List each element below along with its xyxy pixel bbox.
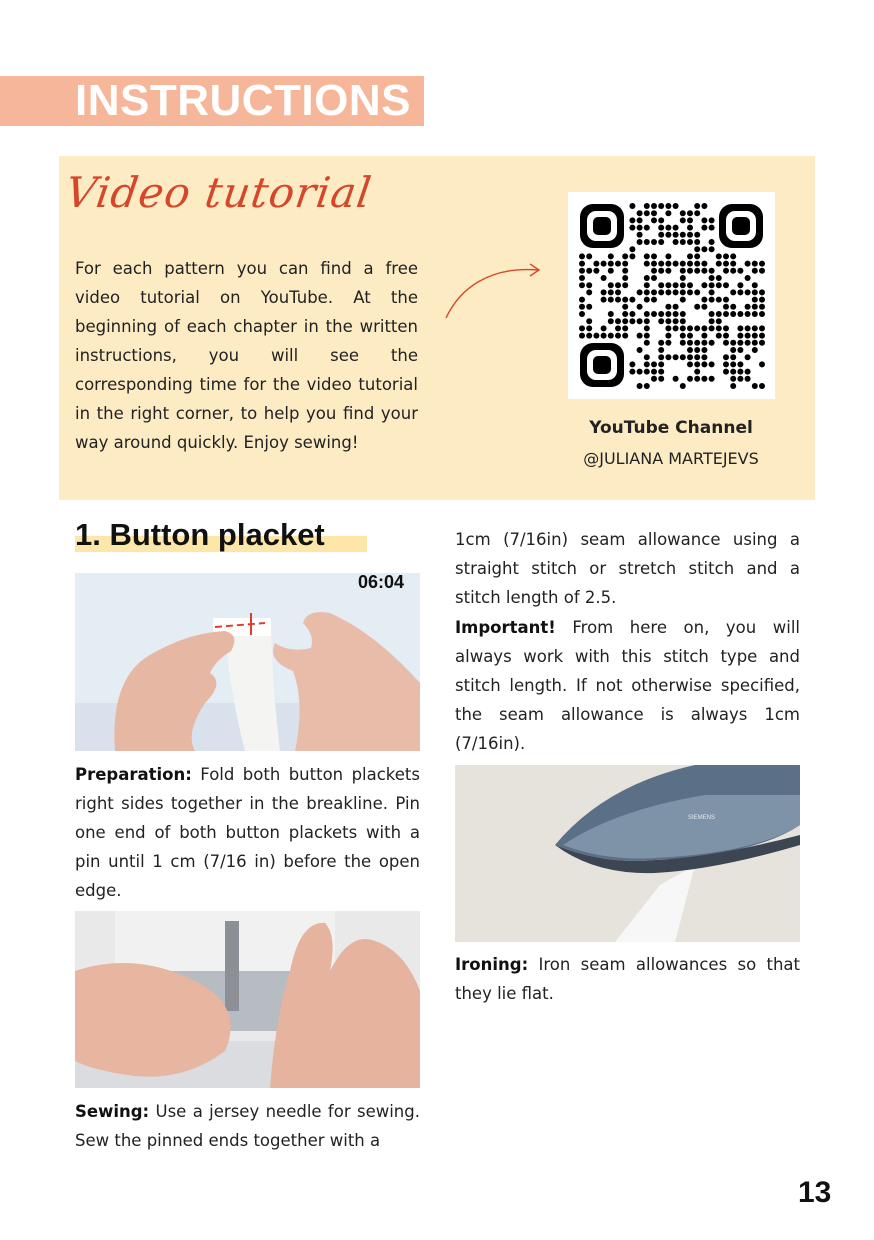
qr-code-image xyxy=(568,192,775,399)
iron-brand-label: SIEMENS xyxy=(688,815,716,821)
step-preparation-text: Fold both button plackets right sides together in the breakline. Pin one end of both button plackets with a pin until 1 cm (7/16 in) before the open edge. xyxy=(75,765,420,900)
video-tutorial-heading: Video tutorial xyxy=(62,168,375,217)
video-timestamp: 06:04 xyxy=(358,572,405,592)
page-title: INSTRUCTIONS xyxy=(75,76,411,125)
step-sewing-text: Use a jersey needle for sewing. Sew the pinned ends together with a xyxy=(75,1102,420,1150)
youtube-channel-handle[interactable]: @JULIANA MARTEJEVS xyxy=(583,449,759,468)
video-tutorial-text: For each pattern you can find a free video tutorial on YouTube. At the beginning of each chapter in the written instructions, you will see the corresponding time for the video tutorial in the right corner, to help you find your way around quickly. Enjoy sewing! xyxy=(75,259,418,452)
photo-sewing xyxy=(75,911,420,1088)
step-preparation xyxy=(75,760,420,905)
page-number: 13 xyxy=(798,1176,832,1209)
step-important xyxy=(455,613,800,758)
youtube-channel-label: YouTube Channel xyxy=(589,418,753,438)
photo-preparation xyxy=(75,573,420,751)
youtube-qr-code[interactable] xyxy=(568,192,775,399)
step-ironing xyxy=(455,950,800,1008)
step-important-label: Important! xyxy=(455,618,556,637)
page-header-bar xyxy=(0,76,424,126)
step-sewing-label: Sewing: xyxy=(75,1102,150,1121)
step-sewing-continued: 1cm (7/16in) seam allowance using a straight stitch or stretch stitch and a stitch length of 2.5. xyxy=(455,530,800,607)
section-title: 1. Button placket xyxy=(75,517,325,552)
step-ironing-text: Iron seam allowances so that they lie flat. xyxy=(455,955,800,1003)
photo-ironing xyxy=(455,765,800,942)
step-important-text: From here on, you will always work with this stitch type and stitch length. If not otherwise specified, the seam allowance is always 1cm (7/16in). xyxy=(455,618,800,753)
step-sewing xyxy=(75,1097,420,1155)
curved-arrow-icon xyxy=(440,258,550,328)
step-ironing-label: Ironing: xyxy=(455,955,529,974)
step-preparation-label: Preparation: xyxy=(75,765,192,784)
